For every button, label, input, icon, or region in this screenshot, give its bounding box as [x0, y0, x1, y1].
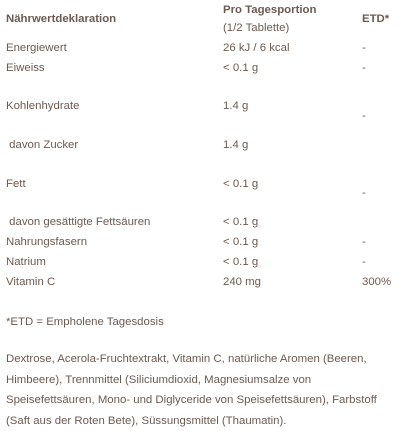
row-carbs-name: Kohlenhydrate: [6, 100, 80, 112]
row-carbs-etd: -: [362, 110, 366, 122]
row-sodium-etd: -: [362, 256, 366, 268]
header-portion-size: (1/2 Tablette): [223, 22, 290, 34]
row-sugar-name: davon Zucker: [6, 139, 79, 151]
row-fiber-name: Nahrungsfasern: [6, 236, 88, 248]
row-vitamin-c-value: 240 mg: [223, 276, 261, 288]
header-etd: ETD*: [362, 13, 390, 25]
row-fat-value: < 0.1 g: [223, 178, 259, 190]
header-per-daily-portion: Pro Tagesportion: [223, 4, 317, 16]
row-sodium-name: Natrium: [6, 256, 46, 268]
row-protein-name: Eiweiss: [6, 62, 45, 74]
row-sugar-value: 1.4 g: [223, 139, 249, 151]
row-energy-name: Energiewert: [6, 42, 67, 54]
row-energy-value: 26 kJ / 6 kcal: [223, 42, 290, 54]
row-carbs-value: 1.4 g: [223, 100, 249, 112]
row-fat-etd: -: [362, 187, 366, 199]
etd-footnote: *ETD = Empholene Tagesdosis: [6, 316, 164, 328]
row-fat-name: Fett: [6, 178, 26, 190]
row-sodium-value: < 0.1 g: [223, 256, 259, 268]
header-nutrition-declaration: Nährwertdeklaration: [6, 13, 117, 25]
row-protein-value: < 0.1 g: [223, 62, 259, 74]
row-fiber-etd: -: [362, 236, 366, 248]
row-saturated-fat-name: davon gesättigte Fettsäuren: [6, 216, 151, 228]
row-energy-etd: -: [362, 42, 366, 54]
row-vitamin-c-etd: 300%: [362, 276, 392, 288]
row-protein-etd: -: [362, 62, 366, 74]
row-vitamin-c-name: Vitamin C: [6, 276, 56, 288]
row-fiber-value: < 0.1 g: [223, 236, 259, 248]
ingredients-text: Dextrose, Acerola-Fruchtextrakt, Vitamin C, natürliche Aromen (Beeren, Himbeere), Trennmittel (Siliciumdioxid, Magnesiumsalze von Speisefettsäuren, Mono- und Diglyceride von Speisefettsäuren), Farbstoff (Saft aus der Roten Bete), Süssungsmittel (Thaumatin).: [6, 353, 377, 427]
row-saturated-fat-value: < 0.1 g: [223, 216, 259, 228]
